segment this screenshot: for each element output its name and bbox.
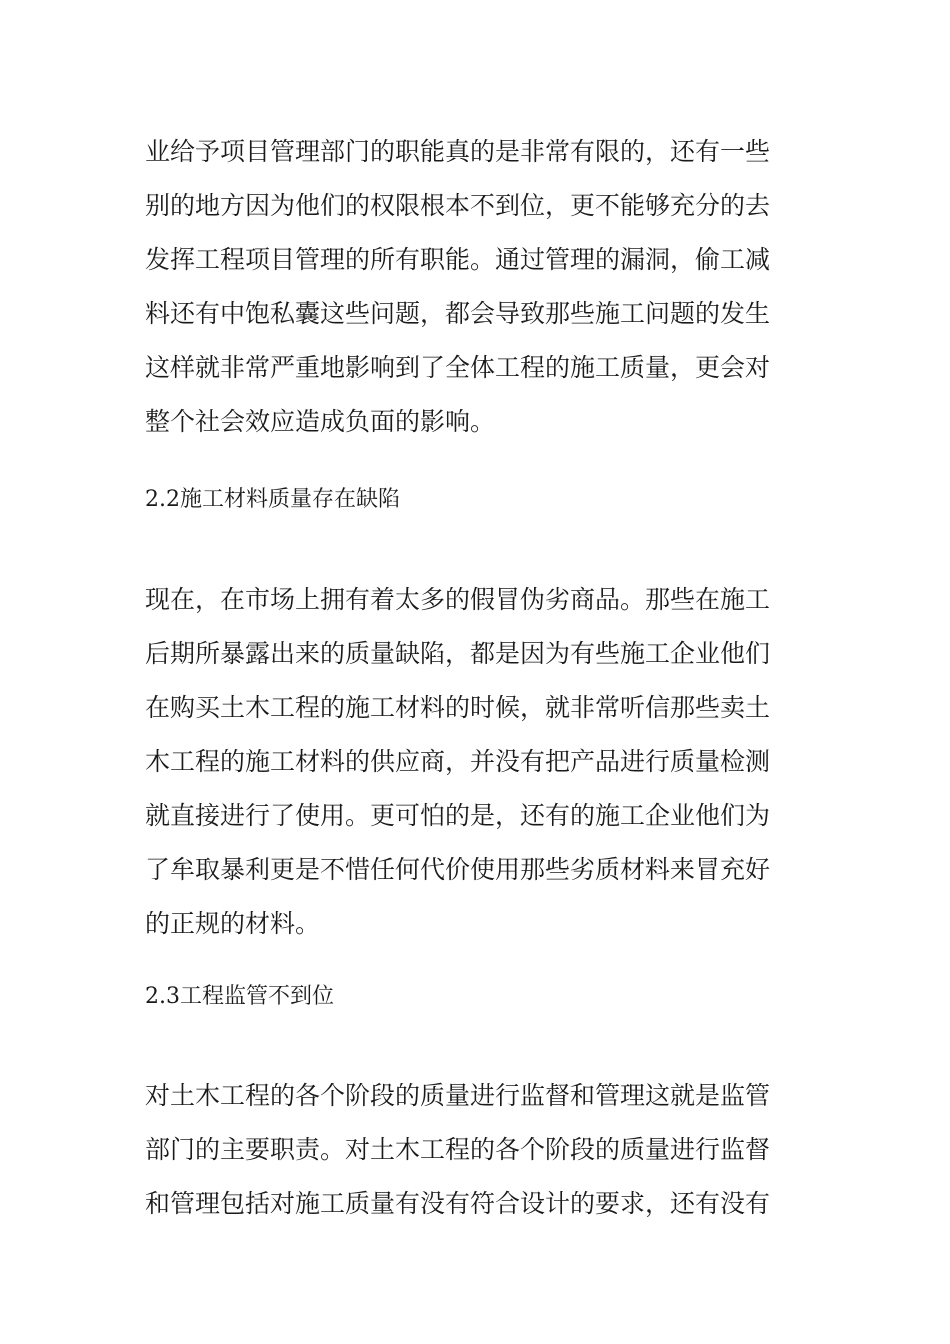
text-line: 就直接进行了使用。更可怕的是，还有的施工企业他们为 bbox=[145, 801, 771, 830]
text-line: 整个社会效应造成负面的影响。 bbox=[145, 407, 496, 436]
text-line: 木工程的施工材料的供应商，并没有把产品进行质量检测 bbox=[145, 747, 771, 776]
text-line: 业给予项目管理部门的职能真的是非常有限的，还有一些 bbox=[145, 137, 771, 166]
text-line: 这样就非常严重地影响到了全体工程的施工质量，更会对 bbox=[145, 353, 771, 382]
text-line: 的正规的材料。 bbox=[145, 909, 321, 938]
text-line: 在购买土木工程的施工材料的时候，就非常听信那些卖土 bbox=[145, 693, 771, 722]
paragraph-management-functions bbox=[145, 125, 810, 449]
text-line: 和管理包括对施工质量有没有符合设计的要求，还有没有 bbox=[145, 1189, 771, 1218]
section-heading-2-2: 2.2施工材料质量存在缺陷 bbox=[145, 487, 400, 512]
text-line: 料还有中饱私囊这些问题，都会导致那些施工问题的发生 bbox=[145, 299, 771, 328]
text-line: 别的地方因为他们的权限根本不到位，更不能够充分的去 bbox=[145, 191, 771, 220]
paragraph-material-defects bbox=[145, 573, 810, 951]
text-line: 对土木工程的各个阶段的质量进行监督和管理这就是监管 bbox=[145, 1081, 771, 1110]
section-heading-2-3: 2.3工程监管不到位 bbox=[145, 984, 334, 1009]
text-line: 发挥工程项目管理的所有职能。通过管理的漏洞，偷工减 bbox=[145, 245, 771, 274]
text-line: 了牟取暴利更是不惜任何代价使用那些劣质材料来冒充好 bbox=[145, 855, 771, 884]
paragraph-supervision bbox=[145, 1069, 810, 1231]
text-line: 后期所暴露出来的质量缺陷，都是因为有些施工企业他们 bbox=[145, 639, 771, 668]
text-line: 现在，在市场上拥有着太多的假冒伪劣商品。那些在施工 bbox=[145, 585, 771, 614]
text-line: 部门的主要职责。对土木工程的各个阶段的质量进行监督 bbox=[145, 1135, 771, 1164]
